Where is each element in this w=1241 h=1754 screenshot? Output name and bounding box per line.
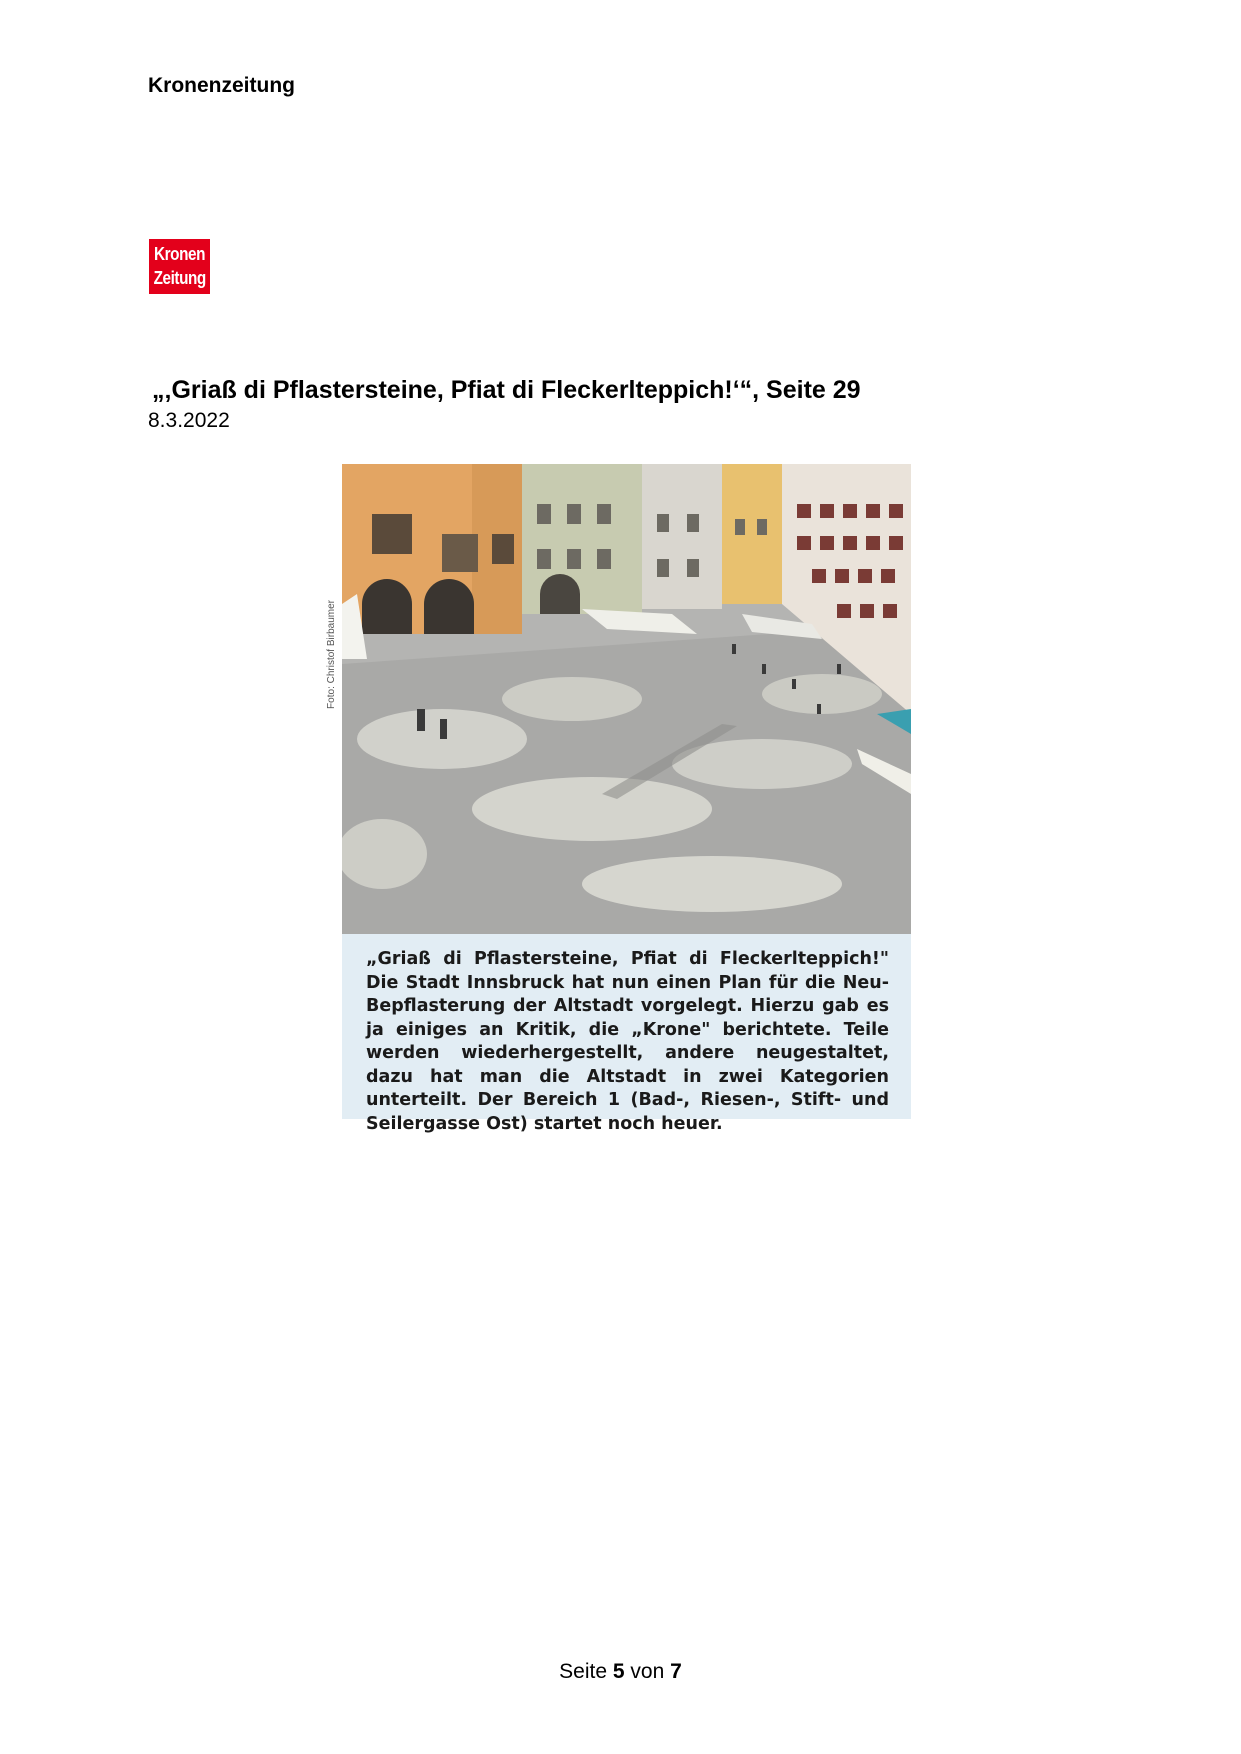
source-name: Kronenzeitung — [148, 74, 295, 97]
footer-total-pages: 7 — [670, 1660, 682, 1683]
logo-line-2: Zeitung — [153, 268, 206, 288]
footer-current-page: 5 — [612, 1660, 625, 1683]
logo-line-1: Kronen — [154, 244, 205, 264]
old-town-square-illustration — [342, 464, 911, 934]
photo-caption-body: Die Stadt Innsbruck hat nun einen Plan für die Neu-Bepflasterung der Altstadt vorgelegt. Hierzu gab es ja einiges an Kritik, die „Krone" berichtete. Teile werden wiederhergestellt, andere neugestaltet, dazu hat man die Altstadt in zwei Kategorien unterteilt. Der Bereich 1 (Bad-, Riesen-, Stift- und Seilergasse Ost) startet noch heuer. — [366, 972, 889, 1134]
footer-middle: von — [630, 1660, 665, 1683]
article-date: 8.3.2022 — [148, 409, 230, 432]
article-photo — [342, 464, 911, 934]
page-footer — [0, 1660, 1241, 1684]
photo-credit-text: Foto: Christof Birbaumer — [326, 600, 337, 709]
photo-caption — [342, 934, 911, 1134]
photo-credit — [326, 600, 340, 709]
footer-prefix: Seite — [559, 1660, 608, 1683]
article-headline: „‚Griaß di Pflastersteine, Pfiat di Fleckerlteppich!‘“, Seite 29 — [152, 376, 861, 404]
kronen-zeitung-logo — [149, 239, 210, 294]
photo-caption-lead: „Griaß di Pflastersteine, Pfiat di Fleckerlteppich!" — [366, 949, 889, 969]
